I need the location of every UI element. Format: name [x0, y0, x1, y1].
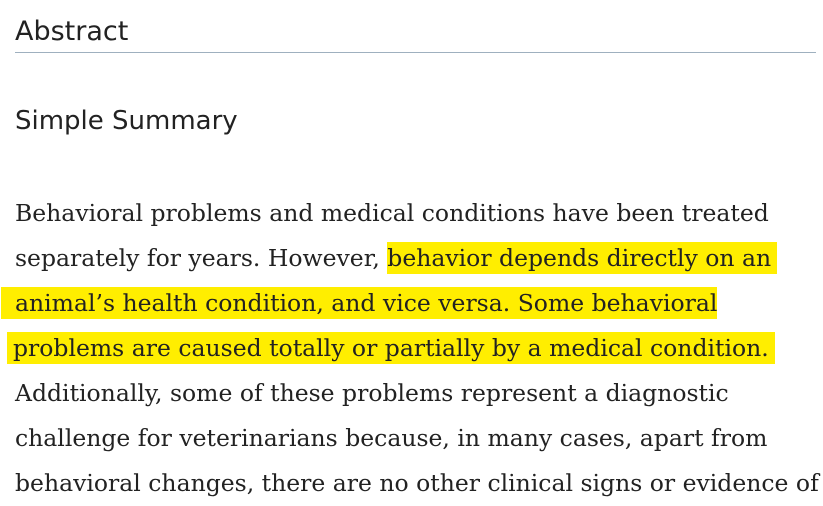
line-text: behavioral changes, there are no other clinical signs or evidence of: [15, 469, 819, 497]
paragraph-line: [15, 461, 821, 506]
line-text: separately for years. However,: [15, 244, 388, 272]
line-text: Behavioral problems and medical conditions have been treated: [15, 199, 769, 227]
subsection-title: Simple Summary: [15, 106, 238, 136]
paragraph-line: [15, 371, 821, 416]
summary-paragraph: [15, 191, 821, 506]
paragraph-line: [15, 281, 821, 326]
highlighted-text[interactable]: behavior depends directly on an: [387, 242, 777, 274]
paragraph-line: [15, 191, 821, 236]
paragraph-line: [15, 326, 821, 371]
highlighted-text[interactable]: animal’s health condition, and vice versa. Some behavioral: [1, 287, 717, 319]
line-text: challenge for veterinarians because, in many cases, apart from: [15, 424, 768, 452]
section-title: Abstract: [15, 12, 816, 53]
highlighted-text[interactable]: problems are caused totally or partially by a medical condition.: [7, 332, 775, 364]
paragraph-line: [15, 416, 821, 461]
line-text: Additionally, some of these problems represent a diagnostic: [15, 379, 729, 407]
paragraph-line: [15, 236, 821, 281]
